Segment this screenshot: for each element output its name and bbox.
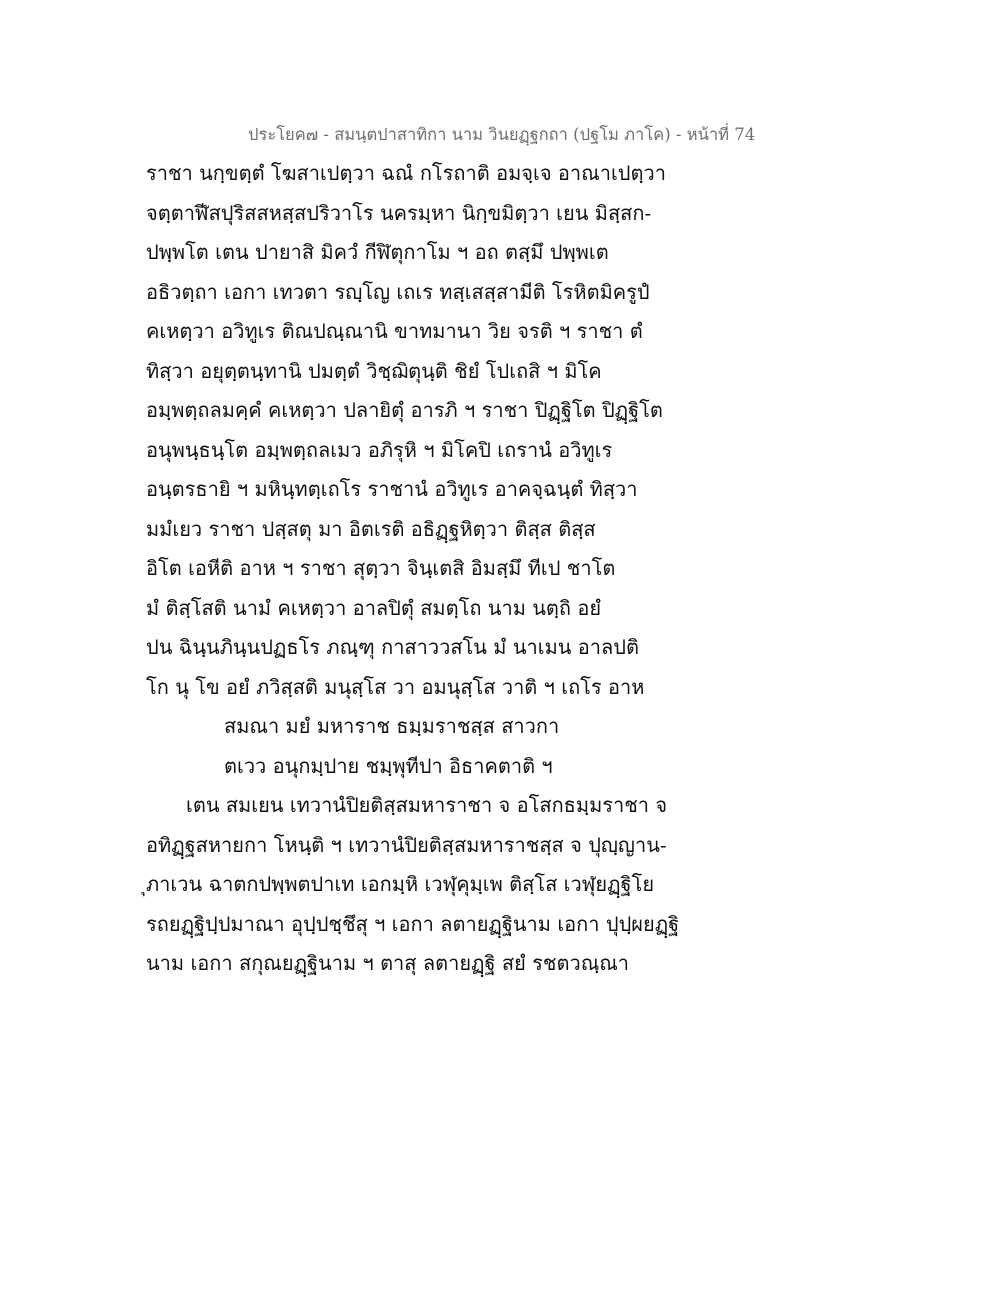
text-line: ุภาเวน ฉาตกปพฺพตปาเท เอกมฺหิ เวฬุคุมฺเพ ติสฺโส เวฬุยฏฺฐิโย (146, 872, 655, 896)
text-line: อนฺตรธายิ ฯ มหินฺทตฺเถโร ราชานํ อวิทูเร อาคจฺฉนฺตํ ทิสฺวา (146, 477, 638, 501)
text-line: นาม เอกา สกุณยฏฺฐินาม ฯ ตาสุ ลตายฏฺฐิ สยํ รชตวณฺณา (146, 951, 630, 975)
text-line: อิโต เอหีติ อาห ฯ ราชา สุตฺวา จินฺเตสิ อิมสฺมึ ทีเป ชาโต (146, 556, 616, 580)
verse-line: ตเวว อนุกมฺปาย ชมฺพุทีปา อิธาคตาติ ฯ (224, 753, 553, 778)
text-line: มมํเยว ราชา ปสฺสตุ มา อิตเรติ อธิฏฺฐหิตฺวา ติสฺส ติสฺส (146, 516, 596, 541)
verse-line: สมณา มยํ มหาราช ธมฺมราชสฺส สาวกา (224, 714, 560, 738)
text-line: ราชา นกฺขตฺตํ โฆสาเปตฺวา ฉณํ กโรถาติ อมจฺเจ อาณาเปตฺวา (146, 161, 666, 185)
text-line: รถยฏฺฐิปฺปมาณา อุปฺปชฺชึสุ ฯ เอกา ลตายฏฺฐินาม เอกา ปุปฺผยฏฺฐิ (146, 911, 680, 936)
paragraph-first-line: เตน สมเยน เทวานํปิยติสฺสมหาราชา จ อโสกธมฺมราชา จ (186, 793, 668, 817)
body-text (146, 154, 681, 984)
text-line: ทิสฺวา อยุตฺตนฺทานิ ปมตฺตํ วิชฺฌิตุนฺติ ชิยํ โปเถสิ ฯ มิโค (146, 358, 602, 383)
text-line: อนุพนฺธนฺโต อมฺพตฺถลเมว อภิรุหิ ฯ มิโคปิ เถรานํ อวิทูเร (146, 437, 613, 462)
text-line: มํ ติสฺโสติ นามํ คเหตฺวา อาลปิตุํ สมตฺโถ นาม นตฺถิ อยํ (146, 595, 602, 620)
text-line: ปน ฉินฺนภินฺนปฏธโร ภณฺฑุ กาสาววสโน มํ นาเมน อาลปติ (146, 635, 639, 659)
running-header: ประโยค๗ - สมนฺตปาสาทิกา นาม วินยฏฺฐกถา (ปฐโม ภาโค) - หน้าที่ 74 (248, 125, 756, 144)
text-line: คเหตฺวา อวิทูเร ติณปณฺณานิ ขาทมานา วิย จรติ ฯ ราชา ตํ (146, 319, 643, 343)
text-line: อธิวตฺถา เอกา เทวตา รญฺโญ เถเร ทสฺเสสฺสามีติ โรหิตมิครูปํ (146, 279, 650, 304)
text-line: อทิฏฺฐสหายกา โหนฺติ ฯ เทวานํปิยติสฺสมหาราชสฺส จ ปุญฺญาน- (146, 832, 667, 857)
text-line: อมฺพตฺถลมคฺคํ คเหตฺวา ปลายิตุํ อารภิ ฯ ราชา ปิฏฺฐิโต ปิฏฺฐิโต (146, 398, 663, 422)
text-line: จตฺตาฬีสปุริสสหสฺสปริวาโร นครมฺหา นิกฺขมิตฺวา เยน มิสฺสก- (146, 200, 652, 225)
text-line: ปพฺพโต เตน ปายาสิ มิควํ กีฬิตุกาโม ฯ อถ ตสฺมึ ปพฺพเต (146, 240, 609, 264)
text-line: โก นุ โข อยํ ภวิสฺสติ มนุสฺโส วา อมนุสฺโส วาติ ฯ เถโร อาห (146, 674, 645, 699)
